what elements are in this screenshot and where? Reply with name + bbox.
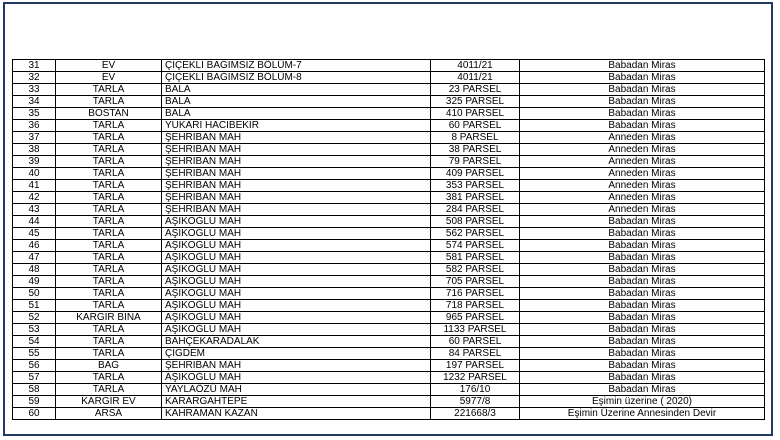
acquisition-source-cell: Anneden Miras xyxy=(520,180,765,192)
property-type-cell: TARLA xyxy=(56,120,162,132)
row-number-cell: 37 xyxy=(13,132,56,144)
row-number-cell: 55 xyxy=(13,348,56,360)
parcel-cell: 23 PARSEL xyxy=(431,84,520,96)
location-cell: ŞEHRİBAN MAH xyxy=(162,204,431,216)
document-frame xyxy=(3,2,773,436)
row-number-cell: 31 xyxy=(13,60,56,72)
acquisition-source-cell: Babadan Miras xyxy=(520,324,765,336)
acquisition-source-cell: Babadan Miras xyxy=(520,240,765,252)
acquisition-source-cell: Babadan Miras xyxy=(520,336,765,348)
asset-table-body xyxy=(13,60,765,420)
property-type-cell: TARLA xyxy=(56,228,162,240)
parcel-cell: 221668/3 xyxy=(431,408,520,420)
parcel-cell: 4011/21 xyxy=(431,72,520,84)
location-cell: AŞIKOĞLU MAH xyxy=(162,324,431,336)
parcel-cell: 718 PARSEL xyxy=(431,300,520,312)
table-row xyxy=(13,192,765,204)
parcel-cell: 965 PARSEL xyxy=(431,312,520,324)
acquisition-source-cell: Babadan Miras xyxy=(520,300,765,312)
acquisition-source-cell: Babadan Miras xyxy=(520,276,765,288)
property-type-cell: BOSTAN xyxy=(56,108,162,120)
row-number-cell: 38 xyxy=(13,144,56,156)
parcel-cell: 562 PARSEL xyxy=(431,228,520,240)
row-number-cell: 39 xyxy=(13,156,56,168)
location-cell: ŞEHRİBAN MAH xyxy=(162,144,431,156)
property-type-cell: TARLA xyxy=(56,216,162,228)
table-row xyxy=(13,252,765,264)
acquisition-source-cell: Babadan Miras xyxy=(520,252,765,264)
row-number-cell: 59 xyxy=(13,396,56,408)
table-row xyxy=(13,348,765,360)
row-number-cell: 34 xyxy=(13,96,56,108)
property-type-cell: TARLA xyxy=(56,384,162,396)
parcel-cell: 325 PARSEL xyxy=(431,96,520,108)
table-row xyxy=(13,408,765,420)
parcel-cell: 1232 PARSEL xyxy=(431,372,520,384)
property-type-cell: TARLA xyxy=(56,348,162,360)
parcel-cell: 84 PARSEL xyxy=(431,348,520,360)
acquisition-source-cell: Babadan Miras xyxy=(520,60,765,72)
row-number-cell: 36 xyxy=(13,120,56,132)
location-cell: BAHÇEKARADALAK xyxy=(162,336,431,348)
acquisition-source-cell: Babadan Miras xyxy=(520,384,765,396)
row-number-cell: 43 xyxy=(13,204,56,216)
property-type-cell: TARLA xyxy=(56,300,162,312)
location-cell: ÇİĞDEM xyxy=(162,348,431,360)
location-cell: BALA xyxy=(162,108,431,120)
acquisition-source-cell: Anneden Miras xyxy=(520,204,765,216)
acquisition-source-cell: Eşimin üzerine ( 2020) xyxy=(520,396,765,408)
row-number-cell: 56 xyxy=(13,360,56,372)
table-row xyxy=(13,324,765,336)
acquisition-source-cell: Babadan Miras xyxy=(520,120,765,132)
table-row xyxy=(13,276,765,288)
asset-table xyxy=(12,59,765,420)
parcel-cell: 5977/8 xyxy=(431,396,520,408)
property-type-cell: EV xyxy=(56,60,162,72)
table-row xyxy=(13,120,765,132)
table-row xyxy=(13,312,765,324)
parcel-cell: 60 PARSEL xyxy=(431,336,520,348)
property-type-cell: TARLA xyxy=(56,264,162,276)
table-row xyxy=(13,336,765,348)
location-cell: ŞEHRİBAN MAH xyxy=(162,132,431,144)
row-number-cell: 57 xyxy=(13,372,56,384)
property-type-cell: TARLA xyxy=(56,144,162,156)
table-row xyxy=(13,264,765,276)
acquisition-source-cell: Anneden Miras xyxy=(520,144,765,156)
location-cell: KARARGAHTEPE xyxy=(162,396,431,408)
parcel-cell: 409 PARSEL xyxy=(431,168,520,180)
location-cell: YUKARI HACIBEKİR xyxy=(162,120,431,132)
row-number-cell: 42 xyxy=(13,192,56,204)
table-row xyxy=(13,228,765,240)
acquisition-source-cell: Anneden Miras xyxy=(520,132,765,144)
location-cell: AŞIKOĞLU MAH xyxy=(162,216,431,228)
row-number-cell: 32 xyxy=(13,72,56,84)
property-type-cell: TARLA xyxy=(56,84,162,96)
row-number-cell: 40 xyxy=(13,168,56,180)
row-number-cell: 49 xyxy=(13,276,56,288)
table-row xyxy=(13,132,765,144)
acquisition-source-cell: Anneden Miras xyxy=(520,168,765,180)
parcel-cell: 716 PARSEL xyxy=(431,288,520,300)
parcel-cell: 574 PARSEL xyxy=(431,240,520,252)
property-type-cell: TARLA xyxy=(56,336,162,348)
row-number-cell: 48 xyxy=(13,264,56,276)
property-type-cell: KARGİR EV xyxy=(56,396,162,408)
acquisition-source-cell: Babadan Miras xyxy=(520,264,765,276)
location-cell: AŞIKOĞLU MAH xyxy=(162,276,431,288)
property-type-cell: TARLA xyxy=(56,168,162,180)
location-cell: ÇİÇEKLİ BAĞIMSIZ BÖLÜM-7 xyxy=(162,60,431,72)
parcel-cell: 38 PARSEL xyxy=(431,144,520,156)
row-number-cell: 45 xyxy=(13,228,56,240)
table-row xyxy=(13,72,765,84)
parcel-cell: 581 PARSEL xyxy=(431,252,520,264)
acquisition-source-cell: Babadan Miras xyxy=(520,372,765,384)
property-type-cell: EV xyxy=(56,72,162,84)
location-cell: AŞIKOĞLU MAH xyxy=(162,372,431,384)
table-row xyxy=(13,96,765,108)
location-cell: ŞEHRİBAN MAH xyxy=(162,168,431,180)
table-row xyxy=(13,204,765,216)
property-type-cell: TARLA xyxy=(56,276,162,288)
property-type-cell: TARLA xyxy=(56,204,162,216)
parcel-cell: 381 PARSEL xyxy=(431,192,520,204)
table-row xyxy=(13,180,765,192)
property-type-cell: TARLA xyxy=(56,132,162,144)
row-number-cell: 46 xyxy=(13,240,56,252)
parcel-cell: 705 PARSEL xyxy=(431,276,520,288)
acquisition-source-cell: Eşimin Üzerine Annesinden Devir xyxy=(520,408,765,420)
parcel-cell: 79 PARSEL xyxy=(431,156,520,168)
parcel-cell: 508 PARSEL xyxy=(431,216,520,228)
property-type-cell: TARLA xyxy=(56,192,162,204)
row-number-cell: 47 xyxy=(13,252,56,264)
location-cell: AŞIKOĞLU MAH xyxy=(162,240,431,252)
row-number-cell: 44 xyxy=(13,216,56,228)
property-type-cell: TARLA xyxy=(56,240,162,252)
acquisition-source-cell: Babadan Miras xyxy=(520,228,765,240)
acquisition-source-cell: Babadan Miras xyxy=(520,360,765,372)
acquisition-source-cell: Babadan Miras xyxy=(520,84,765,96)
row-number-cell: 53 xyxy=(13,324,56,336)
location-cell: AŞIKOĞLU MAH xyxy=(162,288,431,300)
property-type-cell: TARLA xyxy=(56,180,162,192)
parcel-cell: 60 PARSEL xyxy=(431,120,520,132)
acquisition-source-cell: Babadan Miras xyxy=(520,288,765,300)
row-number-cell: 51 xyxy=(13,300,56,312)
property-type-cell: TARLA xyxy=(56,96,162,108)
table-row xyxy=(13,288,765,300)
row-number-cell: 41 xyxy=(13,180,56,192)
table-row xyxy=(13,396,765,408)
property-type-cell: TARLA xyxy=(56,324,162,336)
acquisition-source-cell: Babadan Miras xyxy=(520,348,765,360)
location-cell: BALA xyxy=(162,84,431,96)
row-number-cell: 54 xyxy=(13,336,56,348)
location-cell: YAYLAÖZÜ MAH xyxy=(162,384,431,396)
property-type-cell: TARLA xyxy=(56,156,162,168)
location-cell: BALA xyxy=(162,96,431,108)
row-number-cell: 52 xyxy=(13,312,56,324)
row-number-cell: 58 xyxy=(13,384,56,396)
location-cell: KAHRAMAN KAZAN xyxy=(162,408,431,420)
property-type-cell: ARSA xyxy=(56,408,162,420)
table-row xyxy=(13,168,765,180)
property-type-cell: KARGİR BİNA xyxy=(56,312,162,324)
property-type-cell: TARLA xyxy=(56,372,162,384)
acquisition-source-cell: Babadan Miras xyxy=(520,312,765,324)
location-cell: ŞEHRİBAN MAH xyxy=(162,180,431,192)
location-cell: ŞEHRİBAN MAH xyxy=(162,360,431,372)
row-number-cell: 60 xyxy=(13,408,56,420)
location-cell: AŞIKOĞLU MAH xyxy=(162,300,431,312)
table-row xyxy=(13,384,765,396)
parcel-cell: 1133 PARSEL xyxy=(431,324,520,336)
table-row xyxy=(13,216,765,228)
parcel-cell: 353 PARSEL xyxy=(431,180,520,192)
table-row xyxy=(13,144,765,156)
parcel-cell: 284 PARSEL xyxy=(431,204,520,216)
table-row xyxy=(13,60,765,72)
property-type-cell: BAĞ xyxy=(56,360,162,372)
parcel-cell: 4011/21 xyxy=(431,60,520,72)
table-row xyxy=(13,372,765,384)
location-cell: AŞIKOĞLU MAH xyxy=(162,264,431,276)
location-cell: AŞIKOĞLU MAH xyxy=(162,228,431,240)
table-row xyxy=(13,84,765,96)
table-row xyxy=(13,300,765,312)
acquisition-source-cell: Babadan Miras xyxy=(520,72,765,84)
property-type-cell: TARLA xyxy=(56,252,162,264)
parcel-cell: 410 PARSEL xyxy=(431,108,520,120)
parcel-cell: 176/10 xyxy=(431,384,520,396)
acquisition-source-cell: Babadan Miras xyxy=(520,96,765,108)
location-cell: ÇİÇEKLİ BAĞIMSIZ BÖLÜM-8 xyxy=(162,72,431,84)
row-number-cell: 35 xyxy=(13,108,56,120)
parcel-cell: 197 PARSEL xyxy=(431,360,520,372)
row-number-cell: 50 xyxy=(13,288,56,300)
table-row xyxy=(13,156,765,168)
acquisition-source-cell: Anneden Miras xyxy=(520,192,765,204)
table-row xyxy=(13,360,765,372)
location-cell: AŞIKOĞLU MAH xyxy=(162,312,431,324)
parcel-cell: 8 PARSEL xyxy=(431,132,520,144)
location-cell: ŞEHRİBAN MAH xyxy=(162,156,431,168)
location-cell: AŞIKOĞLU MAH xyxy=(162,252,431,264)
row-number-cell: 33 xyxy=(13,84,56,96)
location-cell: ŞEHRİBAN MAH xyxy=(162,192,431,204)
acquisition-source-cell: Anneden Miras xyxy=(520,156,765,168)
property-type-cell: TARLA xyxy=(56,288,162,300)
acquisition-source-cell: Babadan Miras xyxy=(520,216,765,228)
acquisition-source-cell: Babadan Miras xyxy=(520,108,765,120)
table-row xyxy=(13,108,765,120)
parcel-cell: 582 PARSEL xyxy=(431,264,520,276)
table-row xyxy=(13,240,765,252)
